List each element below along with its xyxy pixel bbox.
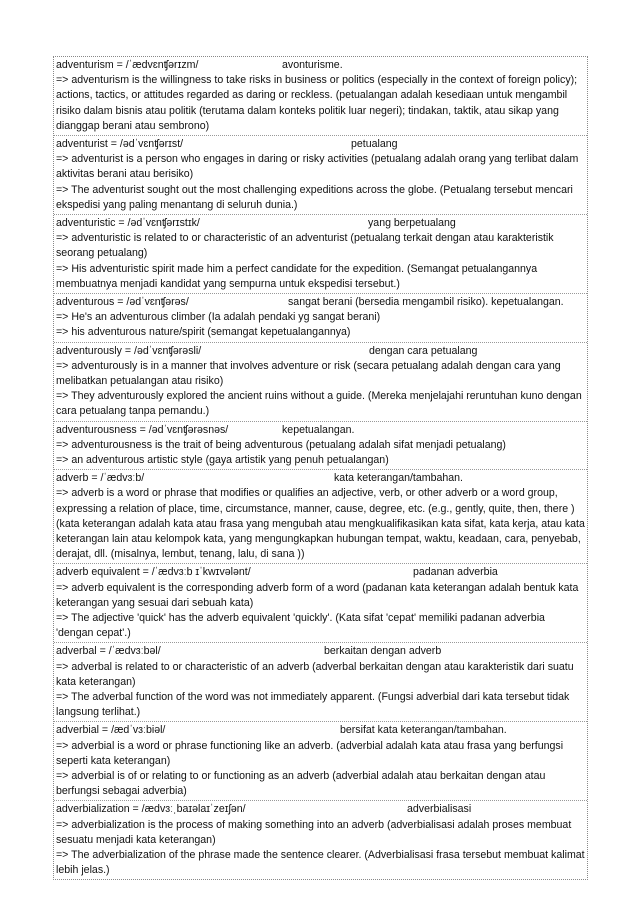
- entry-header: [56, 216, 585, 231]
- definition-line: => adverb equivalent is the corresponding adverb form of a word (padanan kata keterangan adalah bentuk kata keterangan yang sesuai dari sebuah kata): [56, 581, 579, 609]
- entry-adventurousness: [54, 421, 587, 470]
- definition-line: => adverbialization is the process of making something into an adverb (adverbialisasi adalah proses membuat sesuatu menjadi kata keterangan): [56, 818, 572, 846]
- translation: dengan cara petualang: [369, 344, 478, 357]
- term-pronunciation: adventurist = /ədˈvɛnʧərɪst/: [56, 138, 184, 150]
- definition-line: => adventurist is a person who engages in daring or risky activities (petualang adalah orang yang terlibat dalam aktivitas berani atau berisiko): [56, 153, 579, 181]
- example-line: => The adverbialization of the phrase made the sentence clearer. (Adverbialisasi frasa tersebut membuat kalimat lebih jelas.): [56, 848, 585, 877]
- translation: avonturisme.: [282, 59, 343, 71]
- entry-adventuristic: [54, 214, 587, 293]
- translation: sangat berani (bersedia mengambil risiko). kepetualangan.: [288, 296, 564, 308]
- term-pronunciation: adventurousness = /ədˈvɛnʧərəsnəs/: [56, 423, 229, 436]
- definition-line: => adverbial is of or relating to or functioning as an adverb (adverbial adalah atau berkaitan dengan atau berfungsi sebagai adverbia): [56, 769, 546, 798]
- entry-header: [56, 644, 585, 659]
- entry-adventurism: [54, 57, 587, 135]
- example-line: => They adventurously explored the ancient ruins without a guide. (Mereka menjelajahi reruntuhan kuno dengan cara petualang tanpa pemandu.): [56, 390, 582, 418]
- translation: bersifat kata keterangan/tambahan.: [340, 724, 507, 737]
- term-pronunciation: adverb equivalent = /ˈædvɜːb ɪˈkwɪvələnt/: [56, 566, 251, 579]
- example-line: => His adventuristic spirit made him a perfect candidate for the expedition. (Semangat petualangannya membuatnya menjadi kandidat yang sempurna untuk ekspedisi tersebut.): [56, 262, 538, 290]
- term-pronunciation: adventurously = /ədˈvɛnʧərəsli/: [56, 344, 202, 357]
- definition-line: => adverbal is related to or characteristic of an adverb (adverbal berkaitan dengan atau karakteristik dari suatu kata keterangan): [56, 660, 574, 688]
- entry-adverbial: [54, 721, 587, 800]
- entry-header: [56, 423, 585, 438]
- entry-adventurously: [54, 342, 587, 421]
- term-pronunciation: adventuristic = /ədˈvɛnʧərɪstɪk/: [56, 217, 200, 229]
- definition-line: => adventurously is in a manner that involves adventure or risk (secara petualang adalah dengan cara yang melibatkan petualangan atau risiko): [56, 359, 561, 387]
- example-line: => The adjective 'quick' has the adverb equivalent 'quickly'. (Kata sifat 'cepat' memiliki padanan adverbia 'dengan cepat'.): [56, 611, 545, 640]
- definition-line: => adverb is a word or phrase that modifies or qualifies an adjective, verb, or other adverb or a word group, expressing a relation of place, time, circumstance, manner, cause, degree, etc. (e.g., gently, quite, then, there ) (kata keterangan adalah kata atau frasa yang mengubah atau mengkualifikasikan kata sifat, kata kerja, atau kata keterangan lain atau kelompok kata, yang mengungkapkan hubungan tempat, waktu, keadaan, cara, penyebab, derajat, dll. (misalnya, lembut, tenang, lalu, di sana )): [56, 487, 585, 561]
- entry-adverb: [54, 469, 587, 563]
- definition-line: => adventuristic is related to or characteristic of an adventurist (petualang terkait dengan atau karakteristik seorang petualang): [56, 232, 554, 260]
- term-pronunciation: adverbialization = /ædvɜːˌbaɪəlaɪˈzeɪʃən/: [56, 803, 246, 816]
- term-pronunciation: adventurism = /ˈædvɛnʧərɪzm/: [56, 59, 199, 71]
- example-line: => his adventurous nature/spirit (semangat kepetualangannya): [56, 326, 351, 339]
- example-line: => an adventurous artistic style (gaya artistik yang penuh petualangan): [56, 453, 389, 466]
- entry-header: [56, 565, 585, 580]
- entry-adverb-equivalent: [54, 563, 587, 642]
- term-pronunciation: adverbal = /ˈædvɜːbəl/: [56, 645, 161, 658]
- translation: berkaitan dengan adverb: [324, 645, 442, 658]
- entry-header: [56, 471, 585, 486]
- definition-line: => adverbial is a word or phrase functioning like an adverb. (adverbial adalah kata atau frasa yang berfungsi seperti kata keterangan): [56, 739, 564, 767]
- translation: kata keterangan/tambahan.: [334, 472, 463, 485]
- example-line: => The adverbal function of the word was not immediately apparent. (Fungsi adverbial dari kata tersebut tidak langsung terlihat.): [56, 690, 570, 719]
- entry-header: [56, 295, 585, 310]
- entry-adventurous: [54, 293, 587, 342]
- entry-adventurist: [54, 135, 587, 214]
- translation: adverbialisasi: [407, 803, 472, 816]
- entry-header: [56, 723, 585, 738]
- example-line: => The adventurist sought out the most challenging expeditions across the globe. (Petualang tersebut mencari ekspedisi yang paling menantang di seluruh dunia.): [56, 183, 573, 211]
- entry-header: [56, 344, 585, 359]
- term-pronunciation: adverbial = /ædˈvɜːbiəl/: [56, 724, 166, 737]
- example-line: => He's an adventurous climber (Ia adalah pendaki yg sangat berani): [56, 311, 381, 324]
- translation: kepetualangan.: [282, 423, 355, 436]
- entry-adverbal: [54, 642, 587, 721]
- entry-header: [56, 802, 585, 817]
- entry-adverbialization: [54, 800, 587, 879]
- term-pronunciation: adverb = /ˈædvɜːb/: [56, 472, 145, 485]
- definition-line: => adventurism is the willingness to take risks in business or politics (especially in the context of foreign policy); actions, tactics, or attitudes regarded as daring or reckless. (petualangan adalah kesediaan untuk mengambil risiko dalam bisnis atau politik (terutama dalam konteks politik luar negeri); tindakan, taktik, atau sikap yang dianggap berani atau sembrono): [56, 74, 578, 132]
- term-pronunciation: adventurous = /ədˈvɛnʧərəs/: [56, 296, 189, 308]
- translation: petualang: [351, 138, 398, 150]
- glossary-document: [53, 56, 588, 880]
- translation: padanan adverbia: [413, 566, 498, 579]
- definition-line: => adventurousness is the trait of being adventurous (petualang adalah sifat menjadi petualang): [56, 438, 506, 451]
- entry-header: [56, 58, 585, 73]
- translation: yang berpetualang: [368, 217, 456, 229]
- entry-header: [56, 137, 585, 152]
